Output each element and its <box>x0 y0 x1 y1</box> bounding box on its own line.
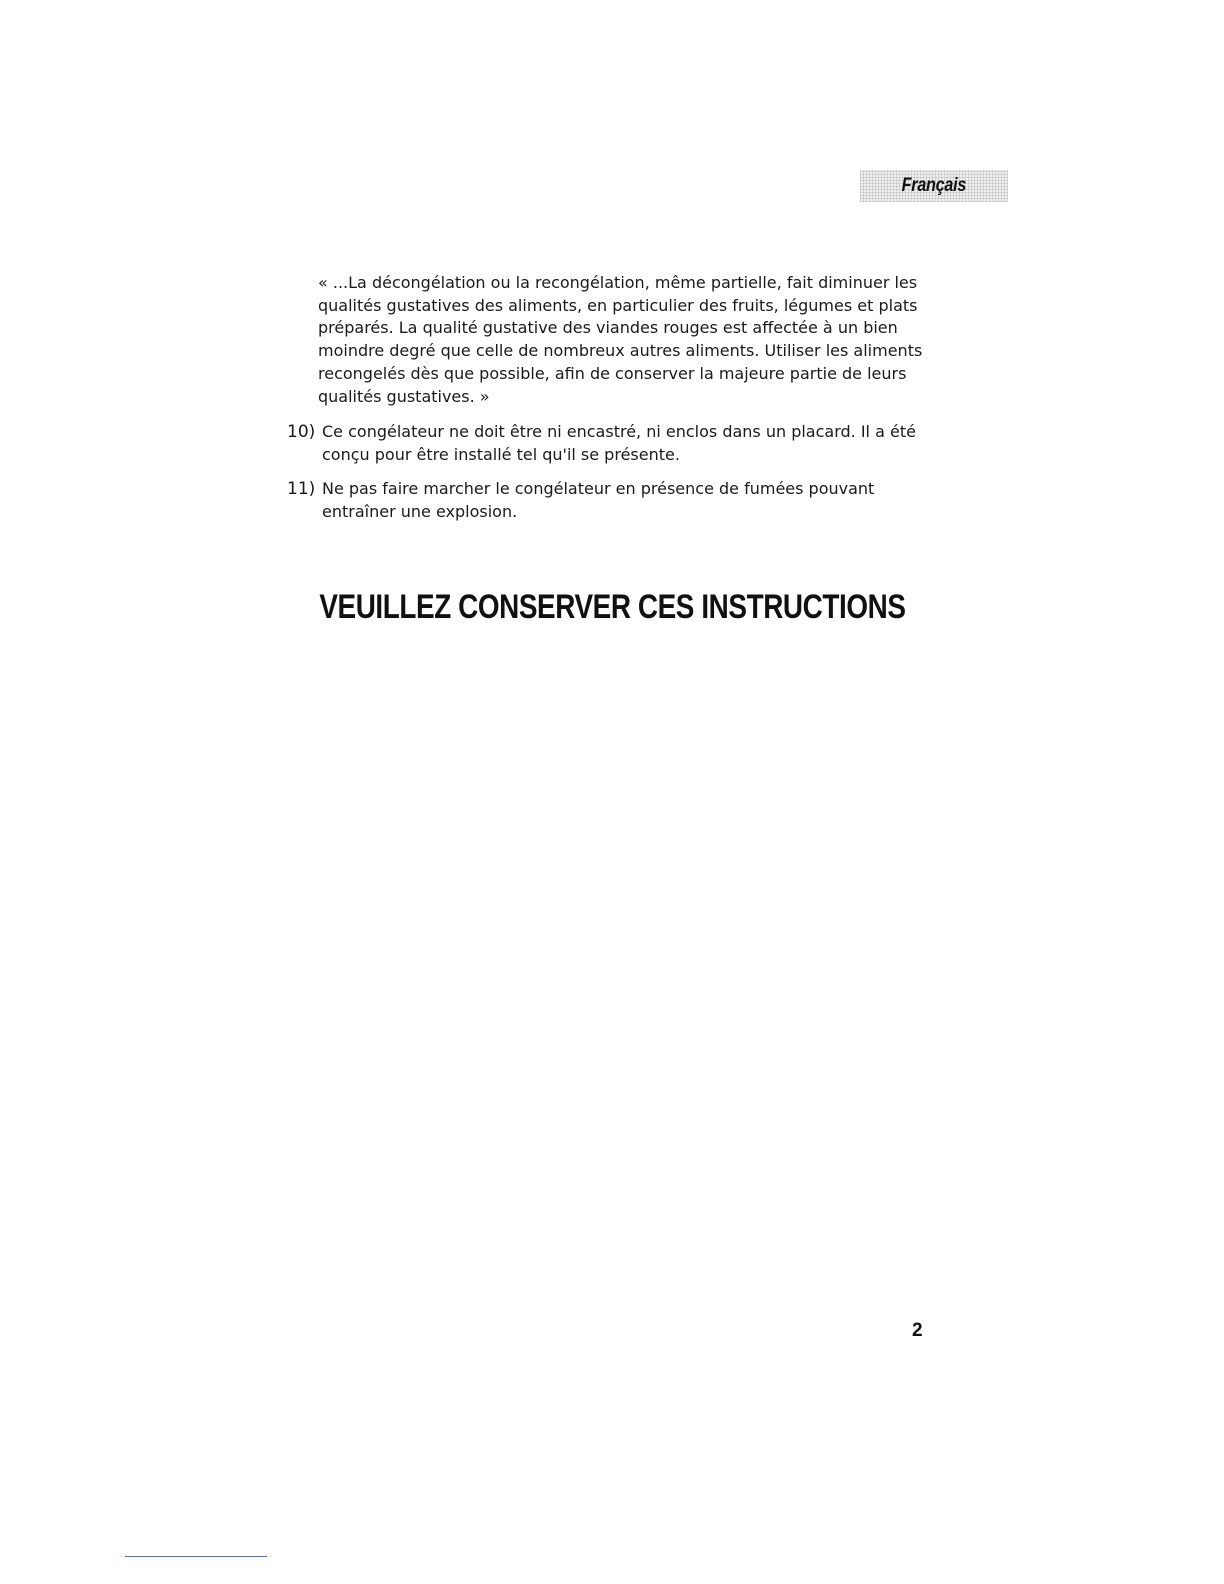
language-tab <box>860 170 1008 202</box>
language-tab-label: Français <box>901 175 967 196</box>
list-item-number: 10) <box>287 422 316 442</box>
footnote-divider <box>125 1556 267 1557</box>
quoted-paragraph: « ...La décongélation ou la recongélation, même partielle, fait diminuer les qualités gustatives des aliments, en particulier des fruits, légumes et plats préparés. La qualité gustative des viandes rouges est affectée à un bien moindre degré que celle de nombreux autres aliments. Utiliser les aliments recongelés dès que possible, afin de conserver la majeure partie de leurs qualités gustatives. » <box>318 273 923 406</box>
page-number: 2 <box>912 1320 923 1341</box>
list-item-number: 11) <box>287 479 316 499</box>
page-heading-text: VEUILLEZ CONSERVER CES INSTRUCTIONS <box>318 588 906 626</box>
list-item <box>287 421 947 466</box>
list-item-text: Ne pas faire marcher le congélateur en présence de fumées pouvant entraîner une explosion. <box>322 479 875 521</box>
list-item <box>287 478 947 523</box>
list-item-text: Ce congélateur ne doit être ni encastré, ni enclos dans un placard. Il a été conçu pour être installé tel qu'il se présente. <box>322 422 916 464</box>
page-heading <box>0 588 1224 627</box>
